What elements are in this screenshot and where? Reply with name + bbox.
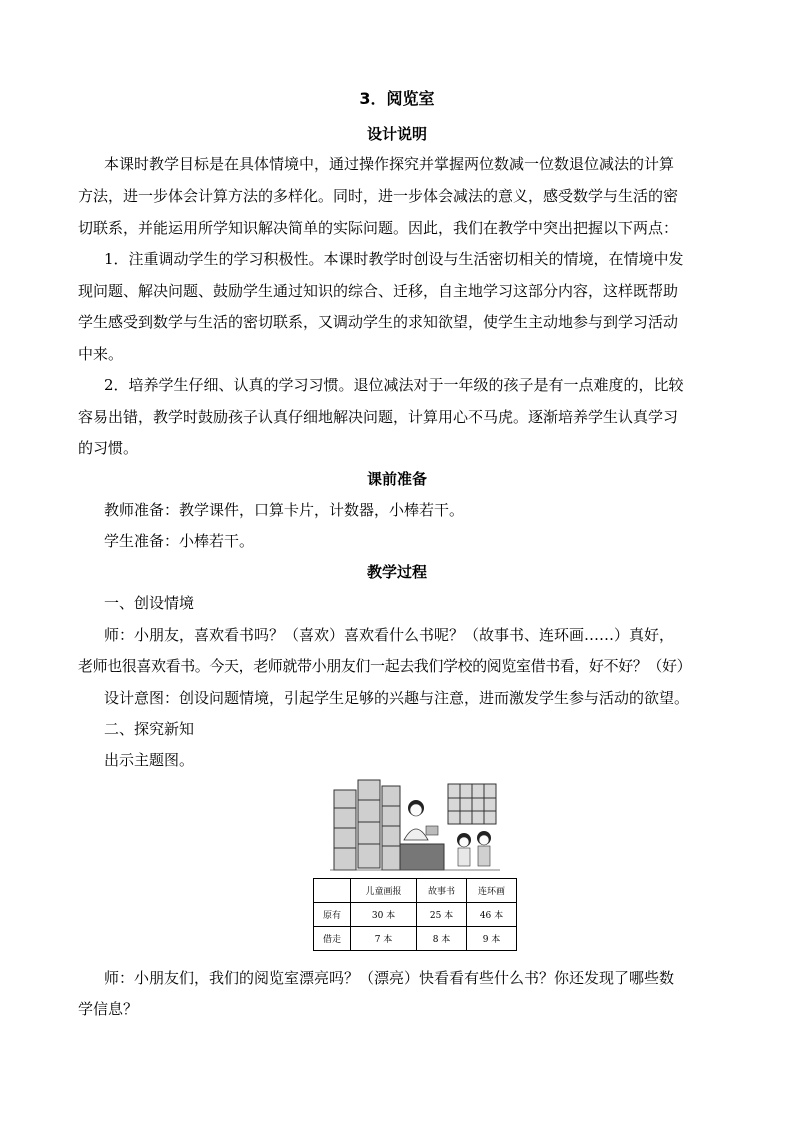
row-label: 借走 [314,927,351,951]
bookshelf-icon [448,784,496,824]
table-header-cell [314,879,351,903]
desk-icon [400,844,444,870]
table-header-cell: 连环画 [467,879,517,903]
paragraph-line: 容易出错，教学时鼓励孩子认真仔细地解决问题，计算用心不马虎。逐渐培养学生认真学习 [78,408,679,426]
child-icon [457,833,471,866]
table-cell: 25 本 [417,903,467,927]
table-header-cell: 儿童画报 [351,879,417,903]
table-cell: 8 本 [417,927,467,951]
part2-title: 二、探究新知 [104,720,195,738]
table-cell: 46 本 [467,903,517,927]
student-preparation: 学生准备：小棒若干。 [104,532,255,550]
table-cell: 7 本 [351,927,417,951]
table-row [314,927,517,951]
table-header-cell: 故事书 [417,879,467,903]
bookshelf-icon [334,780,400,870]
table-cell: 30 本 [351,903,417,927]
paragraph-line: 师：小朋友们，我们的阅览室漂亮吗？（漂亮）快看看有些什么书？你还发现了哪些数 [104,969,675,987]
paragraph-line: 学生感受到数学与生活的密切联系，又调动学生的求知欲望，使学生主动地参与到学习活动 [78,313,679,331]
teacher-preparation: 教师准备：教学课件，口算卡片，计数器，小棒若干。 [104,501,465,519]
show-scene-text: 出示主题图。 [104,751,195,769]
book-count-table [313,878,517,951]
design-intent: 设计意图：创设问题情境，引起学生足够的兴趣与注意，进而激发学生参与活动的欲望。 [104,689,690,707]
paragraph-line: 现问题、解决问题、鼓励学生通过知识的综合、迁移，自主地学习这部分内容，这样既帮助 [78,282,679,300]
reading-room-illustration [330,778,500,873]
paragraph-line: 学信息？ [78,1000,139,1018]
lesson-title: 3．阅览室 [359,89,435,108]
paragraph-line: 老师也很喜欢看书。今天，老师就带小朋友们一起去我们学校的阅览室借书看，好不好？（好） [78,657,692,675]
table-row [314,903,517,927]
heading-teaching-process: 教学过程 [366,563,427,581]
paragraph-line: 中来。 [78,345,124,363]
paragraph-line: 的习惯。 [78,439,139,457]
paragraph-line: 师：小朋友，喜欢看书吗？（喜欢）喜欢看什么书呢？（故事书、连环画……）真好， [104,626,675,644]
paragraph-line: 方法，进一步体会计算方法的多样化。同时，进一步体会减法的意义，感受数学与生活的密 [78,187,679,205]
paragraph-line: 1．注重调动学生的学习积极性。本课时教学时创设与生活密切相关的情境，在情境中发 [104,250,684,268]
table-cell: 9 本 [467,927,517,951]
table-header-row [314,879,517,903]
child-icon [477,831,491,866]
paragraph-line: 2．培养学生仔细、认真的学习习惯。退位减法对于一年级的孩子是有一点难度的，比较 [104,376,684,394]
row-label: 原有 [314,903,351,927]
paragraph-line: 切联系，并能运用所学知识解决简单的实际问题。因此，我们在教学中突出把握以下两点： [78,219,679,237]
heading-preparation: 课前准备 [366,470,427,488]
part1-title: 一、创设情境 [104,594,195,612]
paragraph-line: 本课时教学目标是在具体情境中，通过操作探究并掌握两位数减一位数退位减法的计算 [104,155,675,173]
heading-design-notes: 设计说明 [366,125,427,143]
